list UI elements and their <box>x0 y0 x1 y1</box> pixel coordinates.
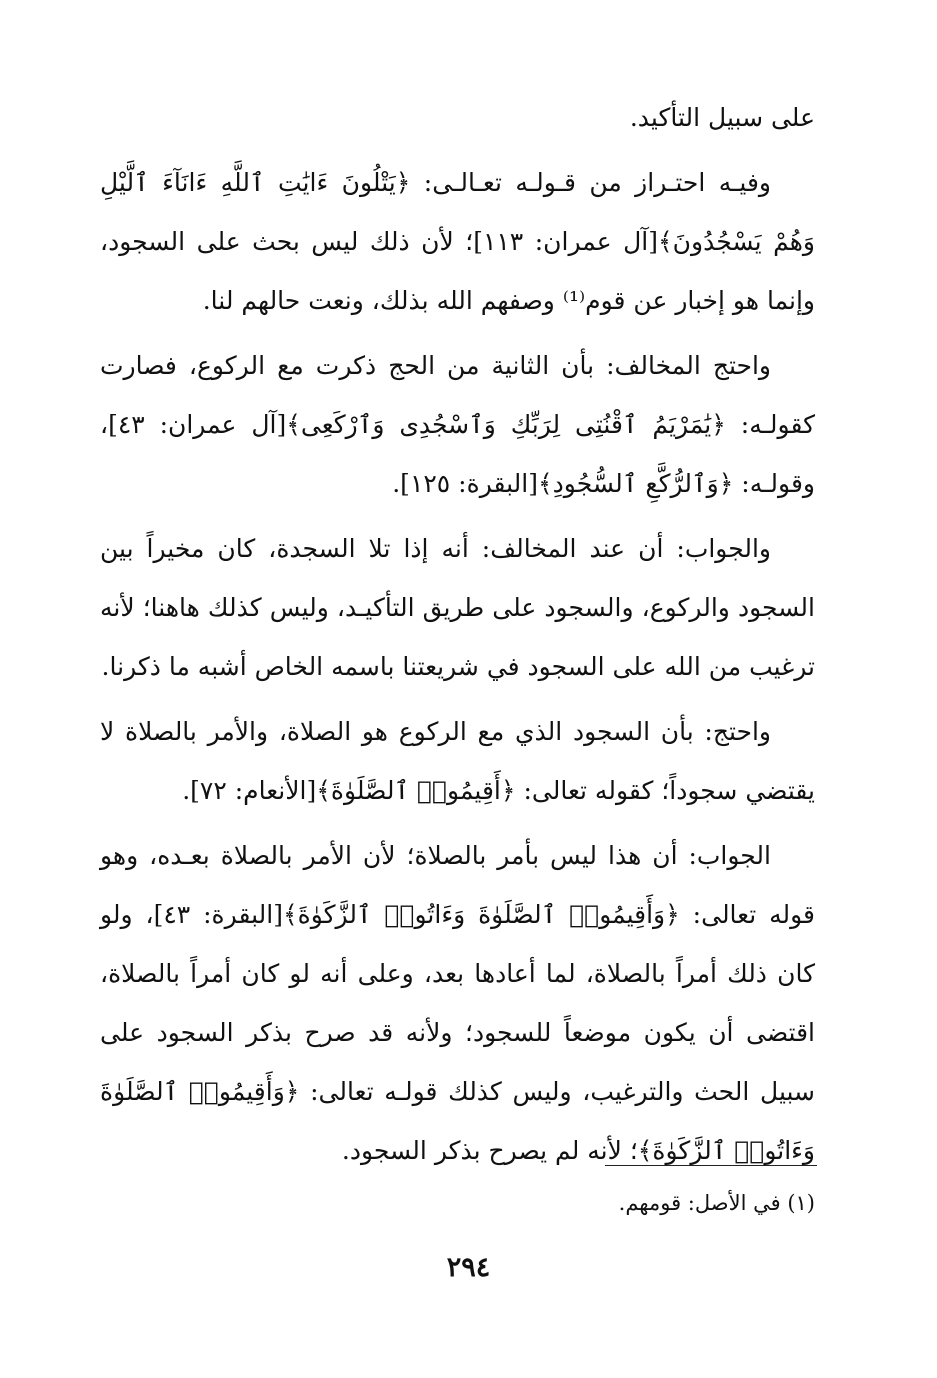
main-text <box>100 88 815 1186</box>
paragraph-4: والجواب: أن عند المخالف: أنه إذا تلا السجدة، كان مخيراً بين السجود والركوع، والسجود على طريق التأكيـد، وليس كذلك هاهنا؛ لأنه ترغيب من الله على السجود في شريعتنا باسمه الخاص أشبه ما ذكرنا. <box>100 534 816 681</box>
paragraph-1: على سبيل التأكيد. <box>629 103 815 132</box>
paragraph-3: واحتج المخالف: بأن الثانية من الحج ذكرت مع الركوع، فصارت كقولـه: ﴿يَٰمَرْيَمُ ٱقْنُتِى لِرَبِّكِ وَٱسْجُدِى وَٱرْكَعِى﴾[آل عمران: ٤٣]، وقولـه: ﴿وَٱلرُّكَّعِ ٱلسُّجُودِ﴾[البقرة: ١٢٥]. <box>100 351 815 498</box>
paragraph-2: وفيـه احتـراز من قـولـه تعـالـى: ﴿يَتْلُونَ ءَايَٰتِ ٱللَّهِ ءَانَآءَ ٱلَّيْلِ وَهُمْ يَسْجُدُونَ﴾[آل عمران: ١١٣]؛ لأن ذلك ليس بحث على السجود، وإنما هو إخبار عن قوم⁽¹⁾ وصفهم الله بذلك، ونعت حالهم لنا. <box>100 168 815 315</box>
paragraph-5: واحتج: بأن السجود الذي مع الركوع هو الصلاة، والأمر بالصلاة لا يقتضي سجوداً؛ كقوله تعالى: ﴿أَقِيمُوا۟ ٱلصَّلَوٰةَ﴾[الأنعام: ٧٢]. <box>100 717 815 805</box>
footnote: (١) في الأصل: قومهم. <box>618 1191 815 1215</box>
paragraph-6: الجواب: أن هذا ليس بأمر بالصلاة؛ لأن الأمر بالصلاة بعـده، وهو قوله تعالى: ﴿وَأَقِيمُوا۟ ٱلصَّلَوٰةَ وَءَاتُوا۟ ٱلزَّكَوٰةَ﴾[البقرة: ٤٣]، ولو كان ذلك أمراً بالصلاة، لما أعادها بعد، وعلى أنه لو كان أمراً بالصلاة، اقتضى أن يكون موضعاً للسجود؛ ولأنه قد صرح بذكر السجود على سبيل الحث والترغيب، وليس كذلك قولـه تعالى: ﴿وَأَقِيمُوا۟ ٱلصَّلَوٰةَ وَءَاتُوا۟ ٱلزَّكَوٰةَ﴾؛ لأنه لم يصرح بذكر السجود. <box>100 841 816 1165</box>
footnote-divider <box>605 1165 817 1166</box>
page-number: ٢٩٤ <box>446 1252 491 1283</box>
